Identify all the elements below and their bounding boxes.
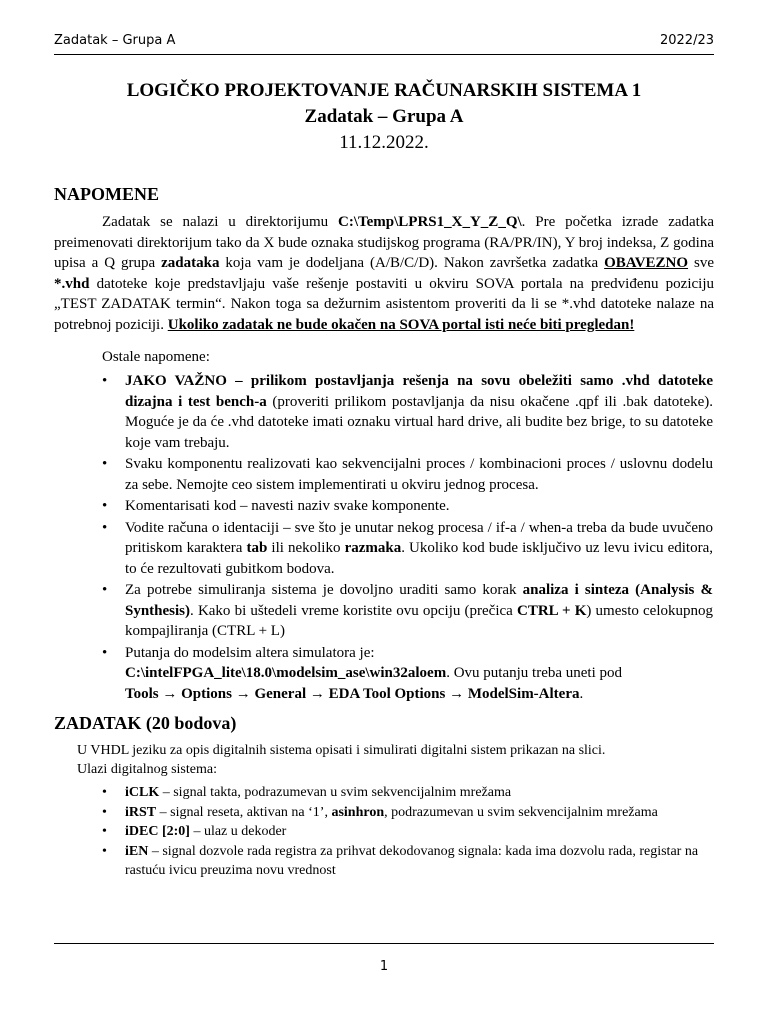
list-item: • iCLK – signal takta, podrazumevan u svim sekvencijalnim mrežama [102, 785, 512, 800]
zadatak-inputs-label: Ulazi digitalnog sistema: [77, 762, 217, 777]
doc-subtitle: Zadatak – Grupa A [304, 106, 464, 127]
napomene-heading: NAPOMENE [54, 184, 159, 204]
list-item: • iEN – signal dozvole rada registra za prihvat dekodovanog signala: kada ima dozvolu rada, registar na rastuću ivicu preuzima novu vrednost [102, 843, 699, 878]
course-title: LOGIČKO PROJEKTOVANJE RAČUNARSKIH SISTEMA 1 [126, 80, 642, 101]
napomene-paragraph: Zadatak se nalazi u direktorijumu C:\Temp\LPRS1_X_Y_Z_Q\. Pre početka izrade zadatka preimenovati direktorijum tako da X bude oznaka studijskog programa (RA/PR/IN), Y broj indeksa, Z godina upisa a Q grupa zadataka koja vam je dodeljana (A/B/C/D). Nakon završetka zadatka OBAVEZNO sve *.vhd datoteke koje predstavljaju vaše rešenje postaviti u okviru SOVA portala na predviđenu poziciju „TEST ZADATAK termin“. Nakon toga sa dežurnim asistentom proveriti da li se *.vhd datoteke nalaze na potrebnoj poziciji. Ukoliko zadatak ne bude okačen na SOVA portal isti neće biti pregledan! [54, 214, 715, 333]
page-number: 1 [379, 959, 389, 974]
list-item: • Za potrebe simuliranja sistema je dovoljno uraditi samo korak analiza i sinteza (Analysis & Synthesis). Kako bi uštedeli vreme koristite ovu opciju (prečica CTRL + K) umesto celokupnog kompajliranja (CTRL + L) [102, 582, 714, 639]
list-item: • Vodite računa o identaciji – sve što je unutar nekog procesa / if-a / when-a treba da bude uvučeno pritiskom karaktera tab ili nekoliko razmaka. Ukoliko kod bude isključivo uz levu ivicu editora, to će rezultovati gubitkom bodova. [102, 519, 713, 577]
list-item: • iRST – signal reseta, aktivan na ‘1’, asinhron, podrazumevan u svim sekvencijalnim mrežama [102, 804, 658, 820]
list-item: • iDEC [2:0] – ulaz u dekoder [102, 824, 287, 839]
ostale-napomene: Ostale napomene: [102, 349, 210, 365]
list-item: • Komentarisati kod – navesti naziv svake komponente. [102, 498, 450, 514]
napomene-list [102, 371, 713, 705]
list-item: • JAKO VAŽNO – prilikom postavljanja rešenja na sovu obeležiti samo .vhd datoteke dizajna i test bench-a (proveriti prilikom postavljanja da nisu okačene .qpf ili .bak datoteke). Moguće je da će .vhd datoteke imati oznaku virtual hard drive, ali budite bez brige, to su datoteke koje vam trebaju. [102, 373, 713, 451]
list-item: • Putanja do modelsim altera simulatora je: C:\intelFPGA_lite\18.0\modelsim_ase\win32aloem. Ovu putanju treba uneti pod Tools → Options → General → EDA Tool Options → ModelSim-Altera. [102, 644, 623, 702]
list-item: • Svaku komponentu realizovati kao sekvencijalni proces / kombinacioni proces / uslovnu dodelu za sebe. Nemojte ceo sistem implementirati u okviru jednog procesa. [102, 456, 713, 493]
zadatak-heading: ZADATAK (20 bodova) [54, 713, 237, 733]
header-right: 2022/23 [659, 33, 714, 48]
doc-date: 11.12.2022. [339, 132, 429, 153]
zadatak-intro: U VHDL jeziku za opis digitalnih sistema opisati i simulirati digitalni sistem prikazan na slici. [77, 743, 606, 758]
inputs-list [102, 783, 713, 881]
footer-rule [54, 943, 714, 944]
header-left: Zadatak – Grupa A [54, 33, 176, 48]
header-rule [54, 54, 714, 55]
